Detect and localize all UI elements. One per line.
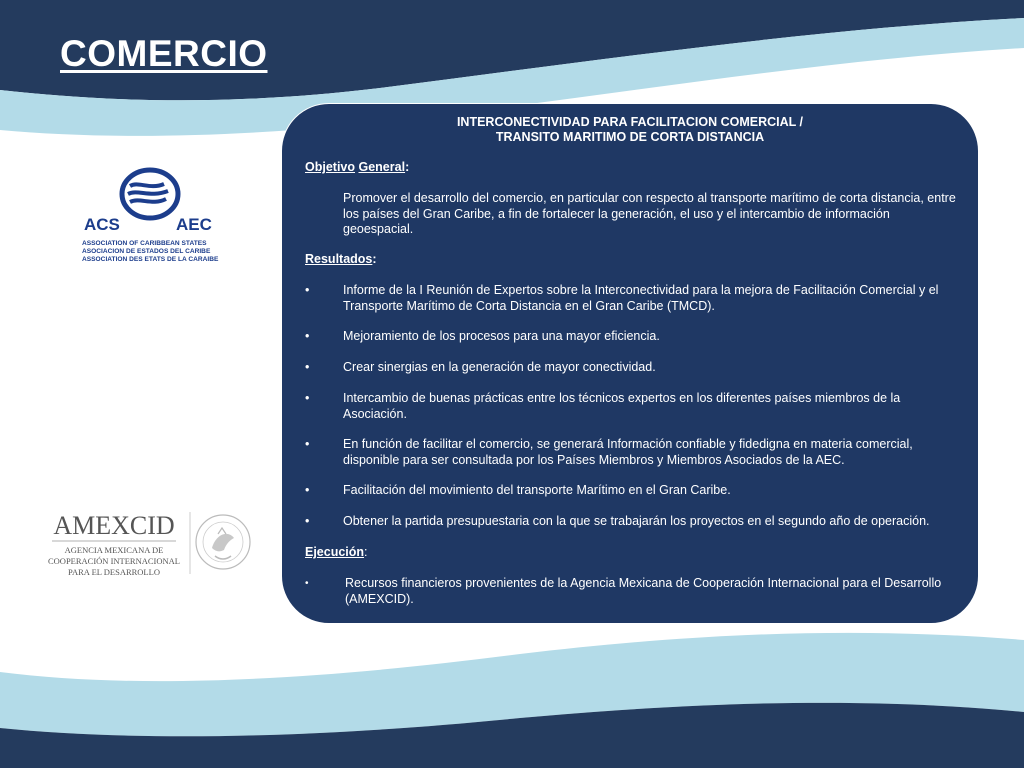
eagle-seal-icon: [188, 504, 254, 582]
amexcid-line-1: AGENCIA MEXICANA DE: [64, 545, 164, 555]
acs-line-2: ASOCIACION DE ESTADOS DEL CARIBE: [82, 248, 211, 255]
objective-heading: Objetivo General:: [305, 160, 410, 174]
amexcid-name: AMEXCID: [53, 511, 175, 540]
mexican-seal-logo: [188, 504, 254, 582]
amexcid-line-2: COOPERACIÓN INTERNACIONAL: [48, 556, 180, 566]
acs-wave-emblem-icon: [78, 164, 223, 270]
acs-aec-logo: [78, 164, 223, 270]
amexcid-line-3: PARA EL DESARROLLO: [68, 567, 160, 577]
acs-line-3: ASSOCIATION DES ETATS DE LA CARAIBE: [82, 256, 219, 263]
results-heading: Resultados:: [305, 252, 377, 266]
acs-text: ACS: [84, 215, 120, 234]
aec-text: AEC: [176, 215, 212, 234]
amexcid-logo: [44, 506, 184, 584]
execution-heading: Ejecución:: [305, 545, 368, 559]
slide-title: COMERCIO: [60, 33, 268, 74]
acs-line-1: ASSOCIATION OF CARIBBEAN STATES: [82, 240, 207, 247]
content-panel: INTERCONECTIVIDAD PARA FACILITACION COMERCIAL / TRANSITO MARITIMO DE CORTA DISTANCIA Objetivo General: Promover el desarrollo del comercio, en particular con respecto al transporte marítimo de corta distancia, entre los países del Gran Caribe, a fin de fortalecer la generación, el uso y el intercambio de información geoespacial. Resultados: • Informe de la I Reunión de Expertos sobre la Interconectividad para la mejora de Facilitación Comercial y el Transporte Marítimo de Corta Distancia en el Gran Caribe (TMCD). • Mejoramiento de los procesos para una mayor eficiencia. • Crear sinergias en la generación de mayor conectividad. • Intercambio de buenas prácticas entre los técnicos expertos en los diferentes países miembros de la Asociación. • En función de facilitar el comercio, se generará Información confiable y fidedigna en materia comercial, disponible para ser consultada por los Países Miembros y Miembros Asociados de la AEC. • Facilitación del movimiento del transporte Marítimo en el Gran Caribe. • Obtener la partida presupuestaria con la que se trabajarán los proyectos en el segundo año de operación. Ejecución: • Recursos financieros provenientes de la Agencia Mexicana de Cooperación Internacional para el Desarrollo (AMEXCID).: [281, 103, 979, 624]
panel-heading-line-1: INTERCONECTIVIDAD PARA FACILITACION COMERCIAL /: [456, 115, 804, 129]
panel-heading-line-2: TRANSITO MARITIMO DE CORTA DISTANCIA: [495, 130, 765, 144]
objective-text: Promover el desarrollo del comercio, en particular con respecto al transporte marítimo de corta distancia, entre los países del Gran Caribe, a fin de fortalecer la generación, el uso y el intercambio de información geoespacial.: [343, 191, 956, 236]
